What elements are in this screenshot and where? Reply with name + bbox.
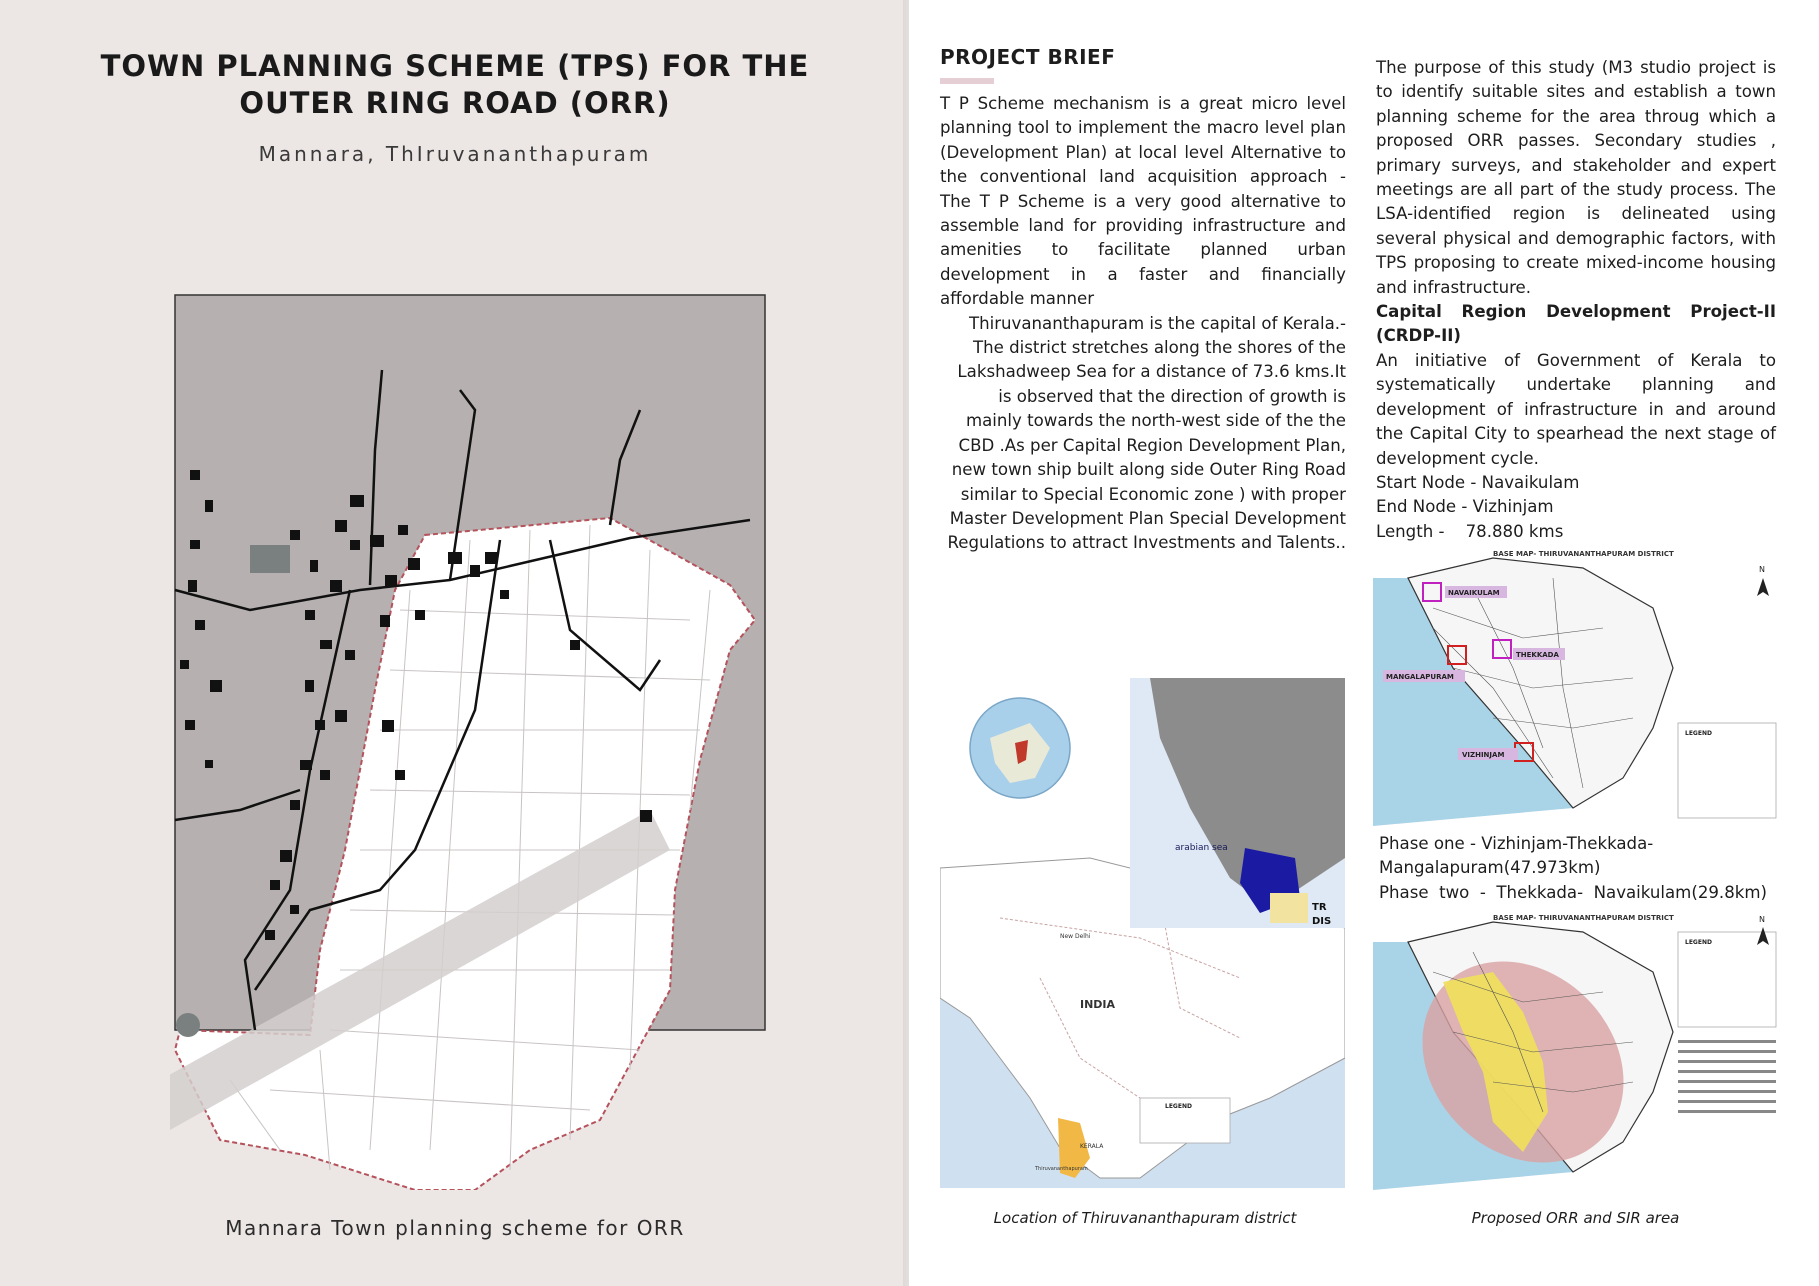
left-page [0, 0, 909, 1286]
site-plan-map [170, 290, 770, 1190]
location-map [940, 678, 1345, 1188]
page-subtitle: Mannara, ThIruvananthapuram [258, 142, 652, 166]
district-paragraph: Thiruvananthapuram is the capital of Kerala.- The district stretches along the shores of the Lakshadweep Sea for a distance of 73.6 kms.It is observed that the direction of growth is mainly towards the north-west side of the the CBD .As per Capital Region Development Plan, new town ship built along side Outer Ring Road similar to Special Economic zone ) with proper Master Development Plan Special Development Regulations to attract Investments and Talents.. [947, 313, 1346, 553]
district-map-title: BASE MAP- THIRUVANANTHAPURAM DISTRICT [1493, 550, 1674, 558]
svg-text:N: N [1759, 565, 1765, 574]
district-base-map [1373, 548, 1778, 826]
city-label: Thiruvananthapuram [1035, 1166, 1088, 1172]
phase-one-line2: Mangalapuram(47.973km) [1379, 858, 1601, 878]
vizhinjam-label: VIZHINJAM [1462, 751, 1505, 759]
location-map-caption: Location of Thiruvananthapuram district [993, 1209, 1297, 1227]
crdp-heading: Capital Region Development Project-II (CRDP-II) [1376, 302, 1776, 346]
sir-map [1373, 912, 1778, 1190]
arabian-sea-label: arabian sea [1175, 843, 1228, 853]
phase-one-line1: Phase one - Vizhinjam-Thekkada- [1379, 834, 1654, 853]
legend-title: LEGEND [1165, 1103, 1192, 1110]
heading-underline [940, 78, 994, 84]
project-brief-heading: PROJECT BRIEF [940, 45, 1116, 69]
sir-legend-box [1678, 932, 1776, 1027]
mangalapuram-label: MANGALAPURAM [1386, 673, 1454, 681]
svg-text:N: N [1759, 915, 1765, 924]
start-node: Start Node - Navaikulam [1376, 472, 1580, 492]
sir-legend-title: LEGEND [1685, 939, 1712, 946]
phase-info [1379, 832, 1799, 905]
district-legend-title: LEGEND [1685, 730, 1712, 737]
title-line-1: TOWN PLANNING SCHEME (TPS) FOR THE [100, 49, 810, 83]
brief-column-right [1376, 56, 1776, 544]
phase-two-line: Phase two - Thekkada- Navaikulam(29.8km) [1379, 882, 1768, 902]
orr-length: Length - 78.880 kms [1376, 521, 1564, 541]
pond [176, 1013, 200, 1037]
thekkada-label: THEKKADA [1516, 651, 1559, 659]
navaikulam-label: NAVAIKULAM [1448, 589, 1500, 597]
title-line-2: OUTER RING ROAD (ORR) [239, 86, 671, 120]
district-legend-box [1678, 723, 1776, 818]
end-node: End Node - Vizhinjam [1376, 497, 1554, 517]
new-delhi-label: New Delhi [1060, 933, 1091, 940]
tp-scheme-paragraph: T P Scheme mechanism is a great micro level planning tool to implement the macro level plan (Development Plan) at local level Alternative to the conventional land acquisition approach - The T P Scheme is a very good alternative to assemble land for providing infrastructure and amenities to facilitate planned urban development in a faster and financially affordable manner [940, 94, 1346, 309]
water-body [250, 545, 290, 573]
dis-label: DIS [1312, 916, 1332, 927]
site-map-caption: Mannara Town planning scheme for ORR [225, 1216, 685, 1240]
india-label: INDIA [1080, 998, 1116, 1011]
brief-column-left [940, 92, 1346, 556]
sir-map-caption: Proposed ORR and SIR area [1471, 1209, 1680, 1227]
tr-label: TR [1312, 902, 1327, 913]
kerala-label: KERALA [1080, 1143, 1104, 1150]
district-highlight [1270, 893, 1308, 923]
crdp-paragraph: An initiative of Government of Kerala to systematically undertake planning and development of infrastructure in and around the Capital City to spearhead the next stage of development cycle. [1376, 350, 1776, 468]
sir-map-title: BASE MAP- THIRUVANANTHAPURAM DISTRICT [1493, 914, 1674, 922]
purpose-paragraph: The purpose of this study (M3 studio project is to identify suitable sites and establish a town planning scheme for the area throug which a proposed ORR passes. Secondary studies , primary surveys, and stakeholder and expert meetings are all part of the study process. The LSA-identified region is delineated using several physical and demographic factors, with TPS proposing to create mixed-income housing and infrastructure. [1376, 58, 1776, 297]
page-title [60, 48, 850, 122]
